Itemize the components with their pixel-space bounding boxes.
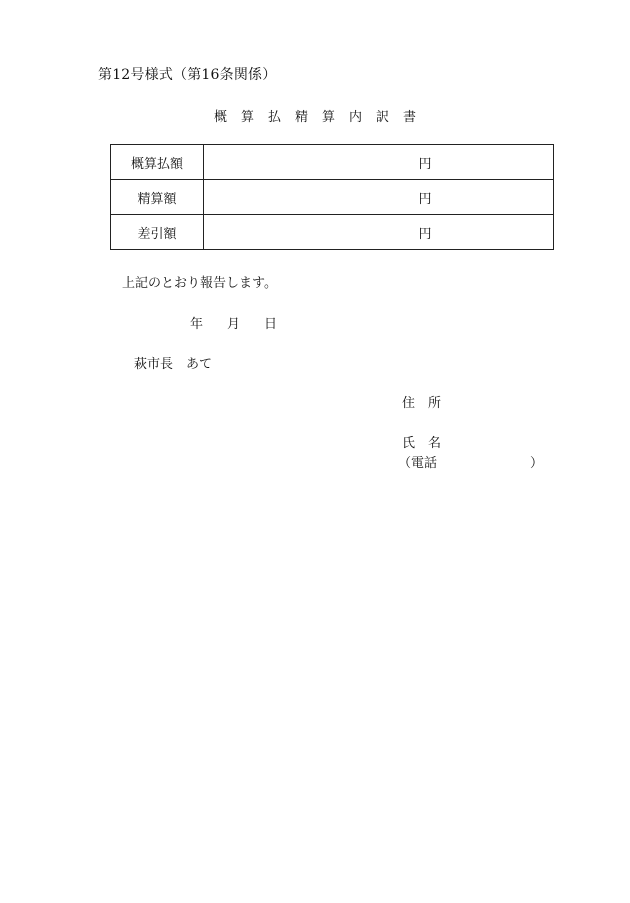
title-char: 算 (240, 110, 254, 125)
yen-unit: 円 (418, 226, 432, 242)
title-char: 概 (213, 110, 227, 125)
row-label-settled-amount: 精算額 (111, 180, 204, 214)
date-month: 月 (227, 317, 241, 332)
title-char: 精 (294, 110, 308, 125)
title-char: 訳 (376, 110, 390, 125)
title-char: 払 (267, 110, 281, 125)
form-number: 第12号様式（第16条関係） (98, 67, 277, 83)
name-label: 氏 名 (402, 436, 442, 451)
table-row (111, 180, 553, 215)
row-value-advance-payment (204, 145, 553, 179)
row-value-settled-amount (204, 180, 553, 214)
table-row (111, 145, 553, 180)
row-label-advance-payment: 概算払額 (111, 145, 204, 179)
table-row (111, 215, 553, 249)
date-day: 日 (264, 317, 278, 332)
phone-label: （電話 (398, 456, 438, 471)
document-title (0, 106, 630, 125)
title-char: 書 (403, 110, 417, 125)
addressee: 萩市長 あて (134, 357, 213, 372)
date-line (190, 313, 277, 332)
report-statement: 上記のとおり報告します。 (122, 276, 277, 291)
row-label-difference: 差引額 (111, 215, 204, 249)
phone-close-paren: ） (530, 456, 544, 471)
title-char: 算 (322, 110, 336, 125)
yen-unit: 円 (418, 156, 432, 172)
date-year: 年 (190, 317, 204, 332)
title-char: 内 (349, 110, 363, 125)
row-value-difference (204, 215, 553, 249)
address-label: 住 所 (402, 396, 442, 411)
yen-unit: 円 (418, 191, 432, 207)
settlement-table (110, 144, 554, 250)
